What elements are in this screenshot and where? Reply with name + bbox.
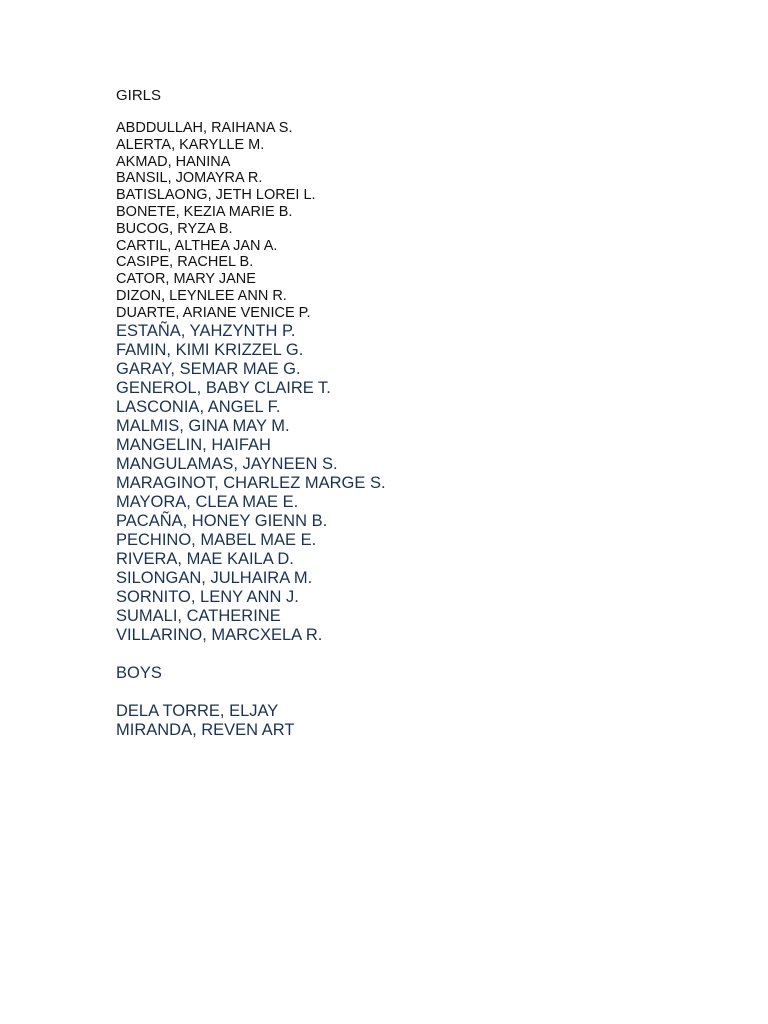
document-page bbox=[116, 87, 386, 740]
list-item: ALERTA, KARYLLE M. bbox=[116, 136, 265, 153]
list-item: AKMAD, HANINA bbox=[116, 153, 231, 170]
list-item: BANSIL, JOMAYRA R. bbox=[116, 170, 263, 187]
list-item: CATOR, MARY JANE bbox=[116, 271, 256, 288]
list-item: MARAGINOT, CHARLEZ MARGE S. bbox=[116, 473, 386, 492]
list-item: BONETE, KEZIA MARIE B. bbox=[116, 203, 293, 220]
list-item: MAYORA, CLEA MAE E. bbox=[116, 492, 299, 511]
girls-list-large bbox=[116, 322, 386, 645]
list-item: DELA TORRE, ELJAY bbox=[116, 701, 279, 720]
list-item: ABDDULLAH, RAIHANA S. bbox=[116, 120, 293, 136]
girls-heading: GIRLS bbox=[116, 87, 162, 104]
list-item: BUCOG, RYZA B. bbox=[116, 220, 233, 237]
list-item: SUMALI, CATHERINE bbox=[116, 606, 281, 625]
list-item: GENEROL, BABY CLAIRE T. bbox=[116, 378, 331, 397]
list-item: PACAÑA, HONEY GIENN B. bbox=[116, 511, 328, 530]
list-item: SILONGAN, JULHAIRA M. bbox=[116, 568, 313, 587]
list-item: BATISLAONG, JETH LOREI L. bbox=[116, 187, 316, 204]
list-item: MALMIS, GINA MAY M. bbox=[116, 416, 290, 435]
list-item: ESTAÑA, YAHZYNTH P. bbox=[116, 321, 296, 340]
list-item: MANGULAMAS, JAYNEEN S. bbox=[116, 454, 338, 473]
list-item: VILLARINO, MARCXELA R. bbox=[116, 625, 323, 644]
boys-list bbox=[116, 702, 386, 740]
girls-list-small bbox=[116, 120, 386, 322]
boys-heading: BOYS bbox=[116, 663, 162, 682]
list-item: FAMIN, KIMI KRIZZEL G. bbox=[116, 340, 304, 359]
list-item: DIZON, LEYNLEE ANN R. bbox=[116, 287, 287, 304]
list-item: CARTIL, ALTHEA JAN A. bbox=[116, 237, 278, 254]
list-item: RIVERA, MAE KAILA D. bbox=[116, 549, 294, 568]
list-item: LASCONIA, ANGEL F. bbox=[116, 397, 281, 416]
list-item: CASIPE, RACHEL B. bbox=[116, 254, 254, 271]
list-item: PECHINO, MABEL MAE E. bbox=[116, 530, 317, 549]
list-item: DUARTE, ARIANE VENICE P. bbox=[116, 304, 311, 321]
list-item: MIRANDA, REVEN ART bbox=[116, 720, 295, 739]
list-item: SORNITO, LENY ANN J. bbox=[116, 587, 299, 606]
list-item: GARAY, SEMAR MAE G. bbox=[116, 359, 301, 378]
list-item: MANGELIN, HAIFAH bbox=[116, 435, 271, 454]
